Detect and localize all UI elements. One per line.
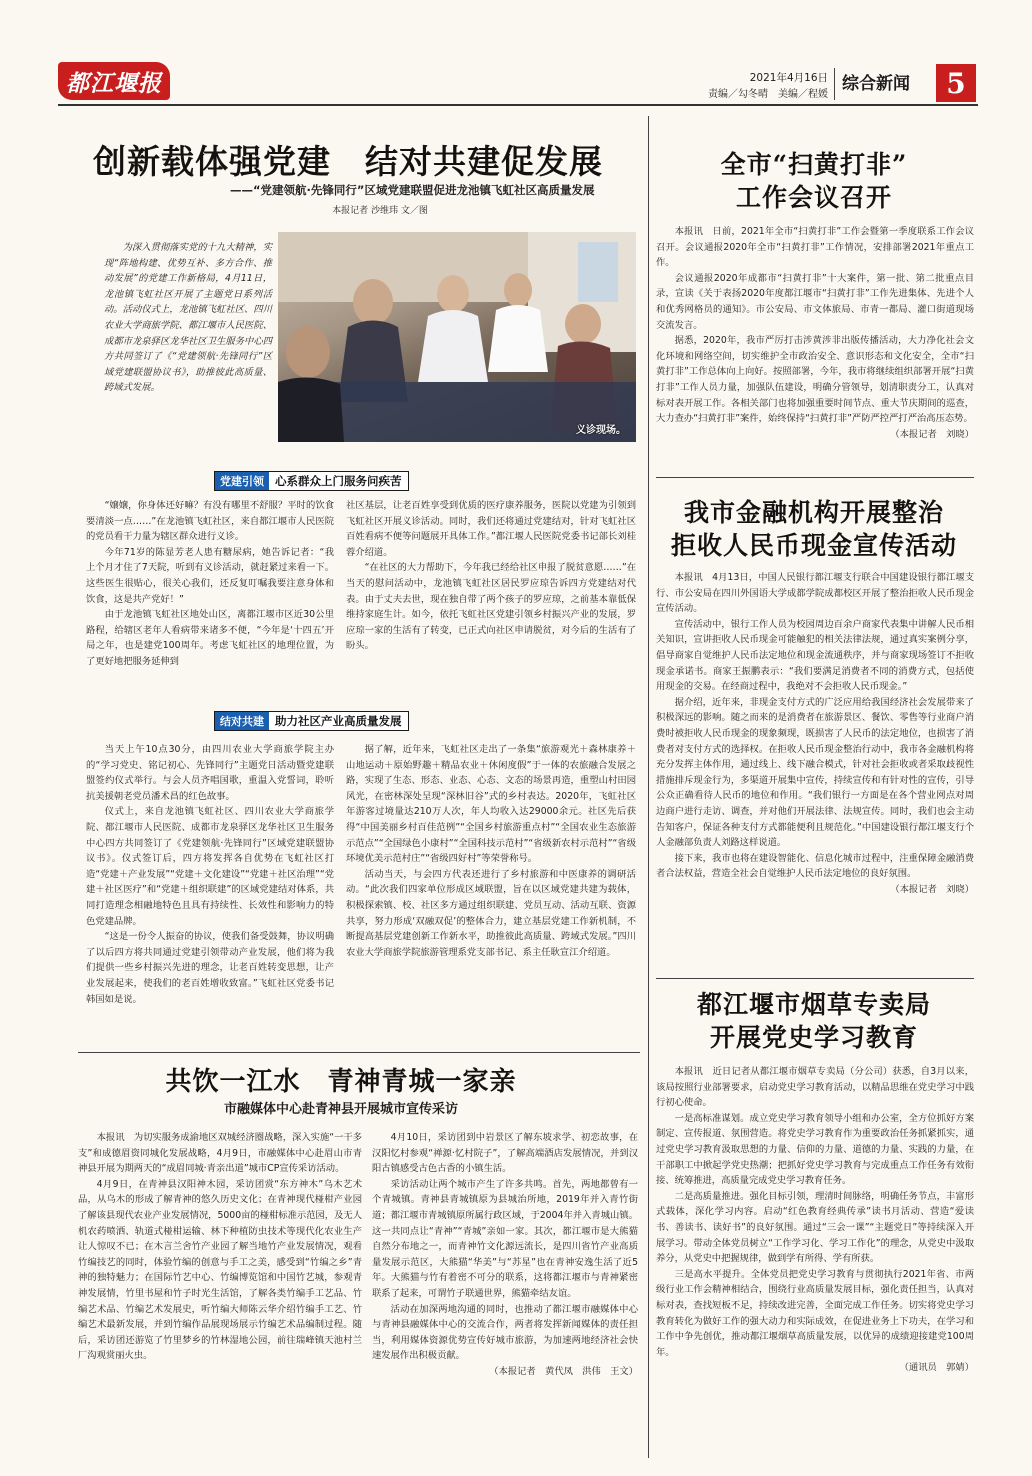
paragraph: 会议通报2020年成都市“扫黄打非”十大案件，第一批、第二批重点目录，宣读《关于表扬2020年度都江堰市“扫黄打非”工作先进集体、先进个人和优秀网格员的通知》。市公安局、市文体旅局、市青一都局、灌口街道现场交流发言。 bbox=[656, 272, 974, 331]
main-photo bbox=[278, 232, 636, 442]
story4-body bbox=[656, 570, 974, 897]
paragraph: 三是高水平提升。全体党员把党史学习教育与贯彻执行2021年省、市两级行业工作会精神相结合，围绕行业高质量发展目标，强化责任担当，认真对标对表，查找短板不足，持续改进完善，全面完成工作任务。切实将党史学习教育转化为做好工作的强大动力和实际成效，在促进业务上下功夫，在学习和工作中争先创优，推动都江堰烟草高质量发展，以优异的成绩迎接建党100周年。 bbox=[656, 1268, 974, 1358]
headline-line: 开展党史学习教育 bbox=[709, 1023, 918, 1052]
story-divider bbox=[78, 1052, 640, 1053]
paragraph: 社区基层，让老百姓享受到优质的医疗康养服务，医院以党建为引领到飞虹社区开展义诊活动。同时，我们还将通过党建结对，针对飞虹社区百姓看病不便等问题展开具体工作。”都江堰人民医院党委书记部长刘桂蓉介绍道。 bbox=[346, 500, 636, 558]
byline: （本报记者 黄代凤 洪伟 王文） bbox=[489, 1365, 638, 1377]
main-headline: 创新载体强党建 结对共建促发展 bbox=[93, 142, 603, 181]
headline-line: 全市“扫黄打非” bbox=[720, 150, 908, 179]
masthead-rule bbox=[58, 104, 978, 106]
story4-headline bbox=[656, 496, 972, 562]
byline: （本报记者 刘晓） bbox=[890, 883, 974, 895]
story2-right-column bbox=[372, 1130, 638, 1380]
photo-illustration bbox=[278, 232, 636, 442]
paragraph: 本报讯 日前，2021年全市“扫黄打非”工作会暨第一季度联系工作会议召开。会议通报2020年全市“扫黄打非”工作情况，安排部署2021年重点工作。 bbox=[656, 226, 974, 269]
masthead-divider bbox=[834, 68, 835, 100]
story5-body bbox=[656, 1064, 974, 1376]
section2-right-column bbox=[346, 742, 636, 960]
section1-left-column bbox=[86, 498, 334, 670]
story3-headline bbox=[656, 148, 972, 214]
paragraph: 二是高质量推进。强化目标引领，理清时间脉络，明确任务节点，丰富形式载体，深化学习内容。启动“红色教育经典传承”读书月活动、营造“爱读书、善读书、读好书”的良好氛围。通过“三会一课”“主题党日”等持续深入开展学习。带动全体党员树立“工作学习化、学习工作化”的理念，从党史中汲取养分，从党史中把握规律，做到学有所得、学有所获。 bbox=[656, 1190, 974, 1265]
paragraph: 仪式上，来自龙池镇飞虹社区、四川农业大学商旅学院、都江堰市人民医院、成都市龙泉驿区龙华社区卫生服务中心四方共同签订了《党建领航·先锋同行”区域党建联盟协议书》。仪式签订后，四方将发挥各自优势在飞虹社区打造“党建＋产业发展”“党建＋文化建设”“党建＋社区治理”“党建＋社区医疗”和“党建＋组织联建”的区域党建结对体系，共同打造理念相融地特色且具有持续性、长效性和影响力的特色党建品牌。 bbox=[86, 806, 334, 927]
paragraph: 活动当天，与会四方代表还进行了乡村旅游和中医康养的调研活动。“此次我们四家单位形成区域联盟，旨在以区域党建共建为载体，积极探索镇、校、社区多方通过组织联建、党员互动、活动互联、资源共享，努力形成‘双融双促’的整体合力，建立基层党建工作新机制，不断提高基层党建创新工作新水平，助推彼此高质量、跨域式发展。”四川农业大学商旅学院旅游管理系党支部书记、系主任耿宣江介绍道。 bbox=[346, 868, 636, 958]
headline-line: 都江堰市烟草专卖局 bbox=[696, 990, 931, 1019]
paragraph: 4月9日，在青神县汉阳神木园，采访团赏“东方神木”乌木艺术品，从乌木的形成了解青神的悠久历史文化；在青神现代椪柑产业园了解该县现代农业产业发展情况，5000亩的椪柑标准示范园，及无人机农药喷洒、轨道式椪柑运输、林下种植防虫技术等现代化农业生产让人惊叹不已；在木言兰舍竹产业园了解当地竹产业发展情况，观看竹编技艺的同时，体验竹编的创意与手工之美，感受到“竹编之乡”青神的独特魅力；在国际竹艺中心、竹编博览馆和中国竹艺城，参观青神发展情，竹里书屋和竹子时光生活馆，了解各类竹编手工艺品、竹编艺术品、竹编艺术发展史，听竹编大师陈云华介绍竹编手工艺、竹编艺术最新发展，并到竹编作品展现场展示竹编艺术品编制过程。随后，采访团还游览了竹里梦乡的竹林湿地公园，前往瑞峰镇天池村兰厂沟观赏丽火虫。 bbox=[78, 1178, 362, 1362]
paragraph: 一是高标准谋划。成立党史学习教育领导小组和办公室，全方位抓好方案制定、宣传报道、氛围营造。将党史学习教育作为重要政治任务抓紧抓实，通过党史学习教育汲取思想的力量、信仰的力量、道德的力量、实践的力量，在干部职工中掀起学党史热潮；把抓好党史学习教育与完成重点工作任务有效衔接、统筹推进，高质量完成党史学习教育任务。 bbox=[656, 1112, 974, 1187]
byline: （通讯员 郭婧） bbox=[899, 1362, 974, 1374]
paragraph: 本报讯 近日记者从都江堰市烟草专卖局（分公司）获悉，自3月以来，该局按照行业部署要求，启动党史学习教育活动，以精品思维在党史学习中践行初心使命。 bbox=[656, 1066, 974, 1109]
story5-headline bbox=[656, 988, 972, 1054]
section-tag-1: 党建引领 bbox=[215, 472, 269, 490]
section-tag-2: 结对共建 bbox=[215, 712, 269, 730]
byline: （本报记者 刘晓） bbox=[890, 428, 974, 440]
headline-line: 我市金融机构开展整治 bbox=[683, 498, 944, 527]
story-divider bbox=[656, 477, 974, 478]
editors: 责编／勾冬晴 美编／程媛 bbox=[708, 89, 828, 100]
story2-left-column bbox=[78, 1130, 362, 1364]
headline-line: 工作会议召开 bbox=[735, 183, 892, 212]
paragraph: 本报讯 为切实服务成渝地区双城经济圈战略，深入实施“一干多支”和成德眉资同城化发展战略，4月9日，市融媒体中心赴眉山市青神县开展为期两天的“成眉同城·青亲出道”城市CP宣传采访活动。 bbox=[78, 1132, 362, 1175]
main-lead bbox=[104, 240, 272, 396]
section-bar-1 bbox=[214, 471, 409, 491]
story3-body bbox=[656, 224, 974, 442]
main-subheadline: ——“党建领航·先锋同行”区域党建联盟促进龙池镇飞虹社区高质量发展 bbox=[230, 183, 595, 197]
paragraph: 宣传活动中，银行工作人员为校园周边百余户商家代表集中讲解人民币相关知识，宣讲拒收人民币现金可能触犯的相关法律法规，通过真实案例分享，倡导商家自觉维护人民币法定地位和现金流通秩序，并与商家现场签订不拒收现金承诺书。商家王振鹏表示：“我们要满足消费者不同的消费方式，包括使用现金的交易。在经商过程中，我绝对不会拒收人民币现金。” bbox=[656, 618, 974, 693]
masthead-logo bbox=[58, 62, 170, 100]
paragraph: 当天上午10点30分，由四川农业大学商旅学院主办的“学习党史、铭记初心、先锋同行”主题党日活动暨党建联盟签约仪式举行。与会人员齐唱国歌，重温入党誓词，聆听抗美援朝老党员潘术昌的红色故事。 bbox=[86, 744, 334, 802]
paragraph: 4月10日，采访团到中岩景区了解东坡求学、初恋故事，在汉阳忆村参观“禅源·忆村院子”，了解高端酒店发展情况，并到汉阳古镇感受古色古香的小镇生活。 bbox=[372, 1132, 638, 1175]
page-number-text: 5 bbox=[946, 66, 966, 100]
column-divider bbox=[648, 116, 649, 1458]
main-byline: 本报记者 沙维玮 文／图 bbox=[332, 206, 428, 216]
paragraph: 接下来，我市也将在建设智能化、信息化城市过程中，注重保障金融消费者合法权益，营造全社会自觉维护人民币法定地位的良好氛围。 bbox=[656, 852, 974, 880]
story2-headline: 共饮一江水 青神青城一家亲 bbox=[165, 1067, 517, 1097]
main-lead-text: 为深入贯彻落实党的十九大精神，实现“阵地构建、优势互补、多方合作、推动发展”的党建工作新格局，4月11日，龙池镇飞虹社区开展了主题党日系列活动。活动仪式上，龙池镇飞虹社区、四川农业大学商旅学院、都江堰市人民医院、成都市龙泉驿区龙华社区卫生服务中心四方共同签订了《“党建领航·先锋同行”区域党建联盟协议书》，助推彼此高质量、跨域式发展。 bbox=[104, 242, 272, 394]
page-number bbox=[936, 64, 976, 102]
paragraph: 活动在加深两地沟通的同时，也推动了都江堰市融媒体中心与青神县融媒体中心的交流合作，两者将发挥新闻媒体的责任担当，利用媒体资源优势宣传好城市旅游，为加速两地经济社会快速发展作出积极贡献。 bbox=[372, 1303, 638, 1362]
section-label-2: 助力社区产业高质量发展 bbox=[275, 714, 402, 728]
photo-caption: 义诊现场。 bbox=[576, 425, 626, 436]
paragraph: 据了解，近年来，飞虹社区走出了一条集“旅游观光＋森林康养＋山地运动＋原始野趣＋精品农业＋休闲度假”于一体的农旅融合发展之路，实现了生态、形态、业态、心态、文态的场景再造，重塑山村田园风光，在密林深处呈现“深林旧谷”式的乡村表达。2020年，飞虹社区年游客过境量达210万人次，年人均收入达29000余元。社区先后获得“中国美丽乡村百佳范例”“全国乡村旅游重点村”“全国农业生态旅游示范点”“全国绿色小康村”“全国科技示范村”“省级新农村示范村”“省级环境优美示范村庄”“省级四好村”等荣誉称号。 bbox=[346, 744, 636, 865]
paragraph: 今年71岁的陈显芳老人患有糖尿病，她告诉记者：“我上个月才住了7天院，听到有义诊活动，就赶紧过来看一下。这些医生很贴心，很关心我们，还反复叮嘱我要注意身体和饮食，这是共产党好！” bbox=[86, 546, 334, 605]
paper-name: 都江堰报 bbox=[66, 69, 162, 97]
headline-line: 拒收人民币现金宣传活动 bbox=[670, 531, 957, 560]
issue-date: 2021年4月16日 bbox=[749, 72, 828, 84]
section1-right-column bbox=[346, 498, 636, 654]
paragraph: “这是一份令人振奋的协议，使我们备受鼓舞，协议明确了以后四方将共同通过党建引领带动产业发展，他们将为我们提供一些乡村振兴先进的理念，让老百姓转变思想，让产业发展起来，使我们的老百姓增收致富。”飞虹社区党委书记韩国如是说。 bbox=[86, 931, 334, 1005]
section-name: 综合新闻 bbox=[842, 74, 910, 94]
paragraph: 本报讯 4月13日，中国人民银行都江堰支行联合中国建设银行都江堰支行、市公安局在四川外国语大学成都学院成都校区开展了整治拒收人民币现金宣传活动。 bbox=[656, 572, 974, 615]
story2-subheadline: 市融媒体中心赴青神县开展城市宣传采访 bbox=[223, 1102, 458, 1117]
story-divider bbox=[656, 978, 974, 979]
paragraph: 据悉，2020年，我市严厉打击涉黄涉非出版传播活动，大力净化社会文化环境和网络空间，切实维护全市政治安全、意识形态和文化安全，全市“扫黄打非”工作总体向上向好。按照部署，今年，我市将继续组织部署开展“扫黄打非”工作人员力量，加强队伍建设，明确分管领导，划清职责分工，认真对标对表开展工作。各相关部门也将加强重要时间节点、重大节庆期间的巡查，大力查办“扫黄打非”案件，始终保持“扫黄打非”严防严控严打严治高压态势。 bbox=[656, 335, 974, 425]
section-label-1: 心系群众上门服务问疾苦 bbox=[275, 474, 402, 488]
section-bar-2 bbox=[214, 711, 409, 731]
paragraph: 据介绍，近年来，非现金支付方式的广泛应用给我国经济社会发展带来了积极深远的影响。随之而来的是消费者在旅游景区、餐饮、零售等行业商户消费时被拒收人民币现金的现象频现，既损害了人民币的法定地位，也损害了消费者对支付方式的选择权。在拒收人民币现金整治行动中，我市各金融机构将充分发挥主体作用，通过线上、线下融合模式，针对社会拒收或者采取歧视性措施排斥现金行为，多渠道开展集中宣传，持续宣传和有针对性的宣传，引导公众正确看待人民币的地位和作用。“我们银行一方面是在各个营业网点对周边商户进行走访、调查，并对他们开展法律、法规宣传。同时，我们也会主动告知客户，保证各种支付方式都能便利且规范化。”中国建设银行都江堰支行个人金融部负责人刘路这样说道。 bbox=[656, 696, 974, 849]
paragraph: “嬢嬢，你身体还好嘛？有没有哪里不舒服？平时的饮食要清淡一点……”在龙池镇飞虹社区，来自都江堰市人民医院的党员看干力量为辖区群众进行义诊。 bbox=[86, 500, 334, 543]
paragraph: 采访活动让两个城市产生了许多共鸣。首先，两地都曾有一个青城镇。青神县青城镇原为县城治所地，2019年并入青竹街道；都江堰市青城镇原所属行政区域，于2004年并入青城山镇。这一共同点让“青神”“青城”亲如一家。其次，都江堰市是大熊猫自然分布地之一，而青神竹文化源远流长，是四川省竹产业高质量发展示范区，大熊猫“华美”与“苏星”也在青神安逸生活了近5年。大熊猫与竹有着密不可分的联系，这将都江堰市与青神紧密联系了起来，可谓竹子联通世界，熊猫牵结友谊。 bbox=[372, 1178, 638, 1299]
paragraph: 由于龙池镇飞虹社区地处山区，离都江堰市区近30公里路程，给辖区老年人看病带来诸多不便，“今年是‘十四五’开局之年，也是建党100周年。考虑飞虹社区的地理位置，为了更好地把服务延伸到 bbox=[86, 609, 334, 667]
paragraph: “在社区的大力帮助下，今年我已经给社区申报了脱贫意愿……”在当天的慰问活动中，龙池镇飞虹社区居民罗应琼告诉四方党建结对代表。由于丈夫去世，现在独自带了两个孩子的罗应琼，之前基本靠低保维持家庭生计。如今，依托飞虹社区党建引领乡村振兴产业的发展，罗应琼一家的生活有了转变，已正式向社区申请脱贫，对今后的生活有了盼头。 bbox=[346, 562, 636, 652]
section2-left-column bbox=[86, 742, 334, 1007]
